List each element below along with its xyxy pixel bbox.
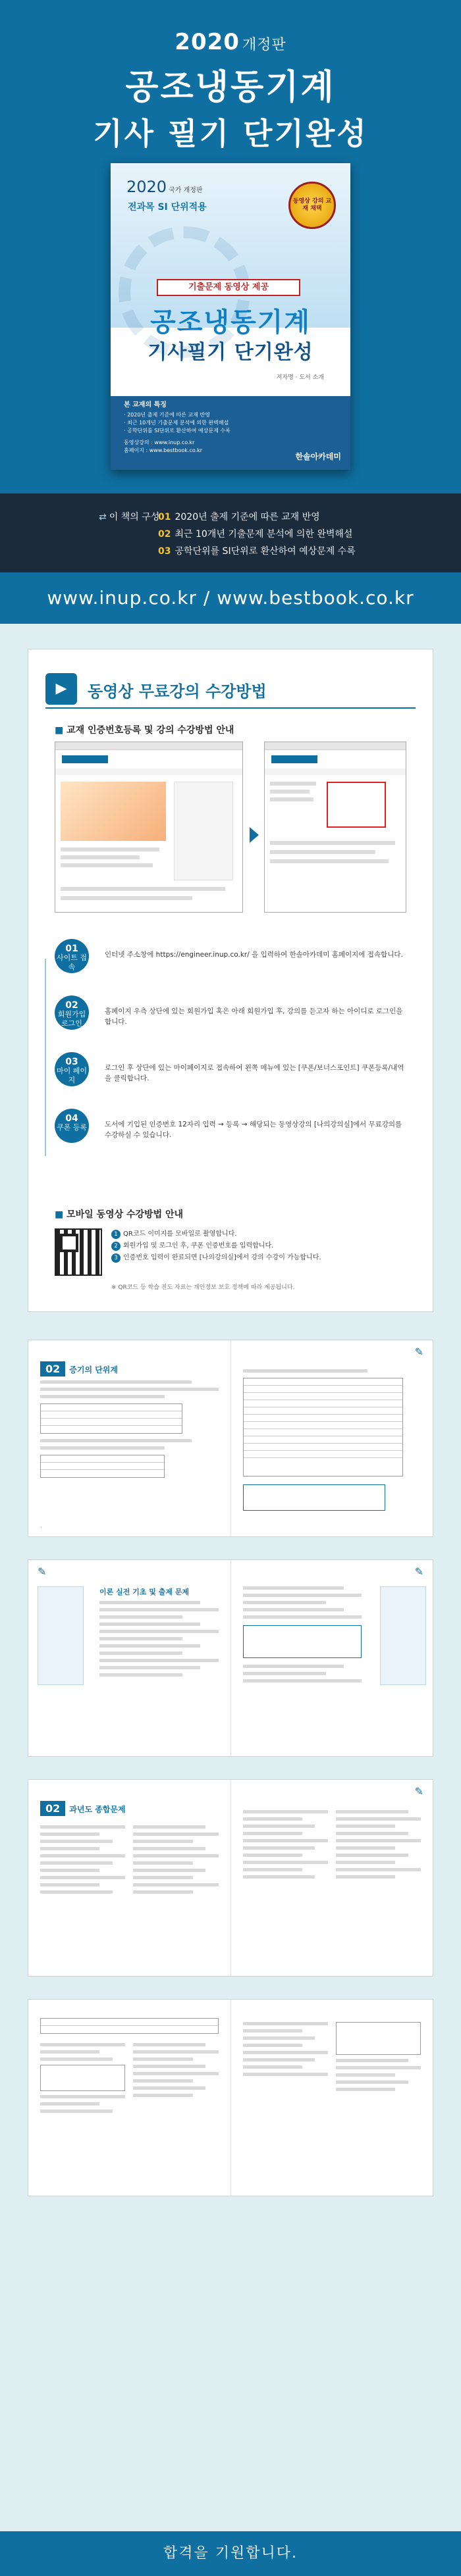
composition-label — [99, 510, 159, 523]
url-band[interactable]: www.inup.co.kr / www.bestbook.co.kr — [0, 572, 461, 624]
cover-features-title: 본 교재의 특징 — [124, 401, 167, 409]
step-badge — [55, 939, 89, 973]
chapter-title: 증기의 단위계 — [69, 1365, 118, 1375]
step-badge — [55, 996, 89, 1030]
sample-table — [40, 2018, 219, 2034]
section-heading: 이론 실전 기초 및 출제 문제 — [99, 1588, 190, 1596]
cover-features — [124, 400, 256, 455]
qa-number: 02 — [40, 1801, 65, 1816]
step-label: 사이트 접속 — [56, 953, 87, 971]
composition-item — [158, 509, 356, 526]
sample-page — [230, 1560, 433, 1756]
sample-spread — [28, 1340, 433, 1537]
composition-text: 2020년 출제 기준에 따른 교재 반영 — [175, 512, 320, 522]
cover-year-number: 2020 — [126, 178, 167, 196]
mobile-step: 1 QR코드 이미지를 모바일로 촬영합니다. — [111, 1228, 321, 1240]
cover-video-label: 기출문제 동영상 제공 — [157, 279, 300, 296]
chapter-mark-icon: ✎ — [414, 1346, 423, 1358]
composition-label-text: 이 책의 구성 — [109, 512, 160, 522]
hero-title-line2: 기사 필기 단기완성 — [93, 116, 368, 151]
registration-subheading: ■ 교재 인증번호등록 및 강의 수강방법 안내 — [55, 725, 234, 736]
video-guide-section — [0, 624, 461, 1340]
website-screenshot-home — [55, 742, 243, 913]
step-04 — [55, 1109, 406, 1153]
cover-feature: · 최근 10개년 기출문제 분석에 의한 완벽해설 — [124, 420, 229, 426]
chapter-number: 02 — [40, 1361, 65, 1376]
step-connector — [45, 959, 46, 1156]
hero-year — [0, 0, 461, 55]
sample-table — [40, 1455, 165, 1478]
step-number: 02 — [65, 1000, 78, 1011]
award-badge-icon: 동영상 강의 교재 채택 — [288, 182, 336, 229]
hero-edition: 개정판 — [242, 37, 286, 53]
mobile-step-text: 회원가입 및 로그인 후, 쿠폰 인증번호를 입력합니다. — [123, 1242, 274, 1250]
step-text: 로그인 후 상단에 있는 마이페이지로 접속하여 왼쪽 메뉴에 있는 [쿠폰/보너스포인트] 쿠폰등록/내역을 클릭합니다. — [105, 1064, 404, 1082]
composition-list — [158, 509, 356, 560]
step-text: 인터넷 주소창에 https://engineer.inup.co.kr/ 을 입력하여 한솔아카데미 홈페이지에 접속합니다. — [105, 951, 403, 959]
step-label: 쿠폰 등록 — [56, 1123, 87, 1132]
chapter-mark-icon: ✎ — [414, 1785, 423, 1798]
composition-item — [158, 526, 356, 543]
cover-title2: 기사필기 단기완성 — [148, 341, 313, 364]
video-guide-header — [45, 670, 416, 709]
composition-num: 01 — [158, 512, 171, 522]
composition-item — [158, 543, 356, 560]
step-label: 회원가입 로그인 — [57, 1010, 86, 1028]
cover-title1: 공조냉동기계 — [150, 307, 311, 338]
mobile-subheading-text: 모바일 동영상 수강방법 안내 — [67, 1209, 184, 1220]
cover-author: 저자명 · 도서 소개 — [276, 374, 324, 381]
sample-spread — [28, 1779, 433, 1977]
mobile-steps — [111, 1228, 321, 1264]
hero-title-line1: 공조냉동기계 — [125, 68, 336, 107]
chapter-mark-icon: ✎ — [414, 1565, 423, 1578]
mobile-step-text: QR코드 이미지를 모바일로 촬영합니다. — [123, 1230, 237, 1238]
mobile-step: 3 인증번호 입력이 완료되면 [나의강의실]에서 강의 수강이 가능합니다. — [111, 1252, 321, 1264]
step-number: 03 — [65, 1057, 78, 1067]
cover-year — [126, 178, 203, 196]
sample-page: 02 증기의 단위계 · — [28, 1340, 230, 1536]
step-number: 04 — [65, 1113, 78, 1124]
hero-banner — [0, 0, 461, 493]
sample-note-box — [243, 1625, 362, 1658]
composition-text: 최근 10개년 기출문제 분석에 의한 완벽해설 — [175, 529, 353, 540]
sample-page — [28, 1780, 230, 1976]
cover-feature: · 공학단위를 SI단위로 환산하여 예상문제 수록 — [124, 428, 230, 434]
cover-feature: · 2020년 출제 기준에 따른 교재 반영 — [124, 412, 210, 418]
registration-subheading-text: 교재 인증번호등록 및 강의 수강방법 안내 — [67, 725, 234, 736]
sample-pages-section — [0, 1340, 461, 2196]
sample-page — [28, 1560, 230, 1756]
mobile-step: 2 회원가입 및 로그인 후, 쿠폰 인증번호를 입력합니다. — [111, 1240, 321, 1252]
sample-table — [243, 1378, 403, 1477]
cover-publisher: 한솔아카데미 — [295, 452, 341, 461]
footer-message: 합격을 기원합니다. — [0, 2531, 461, 2576]
composition-num: 02 — [158, 529, 171, 540]
video-play-icon: ▶ — [45, 673, 77, 705]
qr-code-icon[interactable] — [55, 1228, 102, 1276]
step-text: 홈페이지 우측 상단에 있는 회원가입 혹은 아래 회원가입 후, 강의를 듣고자 하는 아이디로 로그인을 합니다. — [105, 1007, 403, 1026]
step-badge — [55, 1109, 89, 1143]
qa-title: 과년도 종합문제 — [69, 1805, 126, 1814]
step-02 — [55, 996, 406, 1040]
chapter-mark-icon: ✎ — [38, 1565, 47, 1578]
sample-spread — [28, 1559, 433, 1757]
sample-page — [230, 1780, 433, 1976]
video-guide-title: 동영상 무료강의 수강방법 — [88, 682, 267, 701]
step-01 — [55, 939, 406, 984]
composition-num: 03 — [158, 546, 171, 557]
cover-year-note: 국가 개정판 — [169, 187, 203, 194]
cover-footer — [111, 396, 350, 470]
sample-page — [28, 2000, 230, 2196]
arrow-right-icon — [250, 827, 259, 843]
cover-link: 홈페이지 : www.bestbook.co.kr — [124, 447, 203, 453]
step-number: 01 — [65, 944, 78, 954]
website-screenshot-coupon — [264, 742, 406, 913]
sample-spread — [28, 1999, 433, 2196]
composition-text: 공학단위를 SI단위로 환산하여 예상문제 수록 — [175, 546, 356, 557]
step-text: 도서에 기입된 인증번호 12자리 입력 → 등록 → 해당되는 동영상강의 [나의강의실]에서 무료강의를 수강하실 수 있습니다. — [105, 1121, 402, 1139]
sample-page — [230, 2000, 433, 2196]
sample-page — [230, 1340, 433, 1536]
composition-band — [0, 493, 461, 572]
step-label: 마이 페이지 — [56, 1067, 87, 1084]
cover-si-label: 전과목 SI 단위적용 — [128, 202, 207, 213]
cover-link: 동영상강의 : www.inup.co.kr — [124, 440, 195, 445]
mobile-note: ※ QR코드 등 학습 진도 자료는 개인정보 보호 정책에 따라 제공됩니다. — [111, 1284, 295, 1291]
hero-year-number: 2020 — [175, 29, 240, 55]
sample-side-note — [38, 1586, 84, 1685]
mobile-subheading: ■ 모바일 동영상 수강방법 안내 — [55, 1209, 184, 1220]
sample-side-note — [380, 1586, 426, 1685]
video-guide-card — [28, 649, 433, 1312]
book-cover — [111, 163, 350, 470]
step-03 — [55, 1052, 406, 1097]
sample-note-box — [243, 1484, 385, 1511]
step-badge — [55, 1052, 89, 1086]
mobile-step-text: 인증번호 입력이 완료되면 [나의강의실]에서 강의 수강이 가능합니다. — [123, 1254, 321, 1261]
arrows-icon: ⇄ — [99, 512, 107, 522]
sample-table — [40, 1403, 182, 1434]
